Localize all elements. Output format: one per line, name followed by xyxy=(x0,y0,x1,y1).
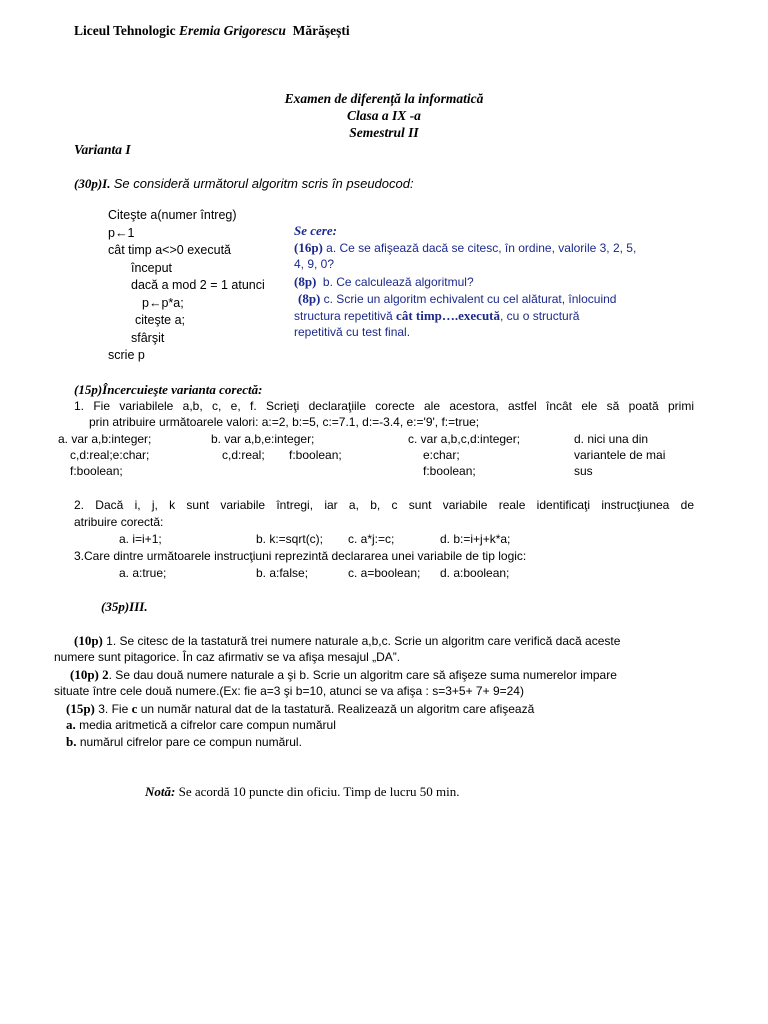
part1-intro xyxy=(74,175,414,192)
question-b-text: b. Ce calculează algoritmul? xyxy=(322,275,474,289)
algo-line: scrie p xyxy=(108,348,145,362)
se-cere-heading: Se cere: xyxy=(294,223,337,238)
question-a-text-cont: 4, 9, 0? xyxy=(294,257,335,271)
school-header xyxy=(74,22,350,39)
option-c-line: f:boolean; xyxy=(423,464,476,478)
problem1-line2: numere sunt pitagorice. În caz afirmativ se va afişa mesajul „DA”. xyxy=(54,650,401,664)
q3-option: b. a:false; xyxy=(256,566,309,580)
option-d-line: sus xyxy=(574,464,593,478)
problem3-sub-b-label: b. xyxy=(66,734,77,749)
school-prefix: Liceul Tehnologic xyxy=(74,23,180,38)
q3-text: 3.Care dintre următoarele instrucţiuni reprezintă declararea unei variabile de tip logic: xyxy=(74,549,527,563)
algo-line: p←p*a; xyxy=(142,296,184,310)
note-text: Se acordă 10 puncte din oficiu. Timp de lucru 50 min. xyxy=(175,784,460,799)
algo-line: început xyxy=(131,261,173,275)
algo-line: Citeşte a(numer întreg) xyxy=(108,208,237,222)
question-c-part1: structura repetitivă xyxy=(294,309,397,323)
q2-line1: 2. Dacă i, j, k sunt variabile întregi, iar a, b, c sunt variabile reale identificaţi instrucţiunea de xyxy=(74,498,694,512)
problem2-points: (10p) 2 xyxy=(70,667,109,682)
note-label: Notă: xyxy=(145,784,176,799)
semester-title: Semestrul II xyxy=(349,125,419,140)
q3-option: d. a:boolean; xyxy=(440,566,510,580)
q1-line2: prin atribuire următoarele valori: a:=2, b:=5, c:=7.1, d:=-3.4, e:='9', f:=true; xyxy=(89,415,480,429)
question-b-points: (8p) xyxy=(294,274,317,289)
problem3-text-a: 3. Fie xyxy=(94,702,132,716)
q1-line1: 1. Fie variabilele a,b, c, e, f. Scrieţi declaraţiile corecte ale acestora, astfel încât ele să poată primi xyxy=(74,399,694,413)
problem3-sub-a-label: a. xyxy=(66,717,76,732)
problem3-points: (15p) xyxy=(66,701,95,716)
problem1-text: 1. Se citesc de la tastatură trei numere naturale a,b,c. Scrie un algoritm care verifică dacă aceste xyxy=(106,634,621,648)
problem2-line1 xyxy=(70,666,617,684)
q2-option: d. b:=i+j+k*a; xyxy=(440,532,511,546)
question-c-text: c. Scrie un algoritm echivalent cu cel alăturat, înlocuind xyxy=(323,292,617,306)
problem1-points: (10p) xyxy=(74,633,103,648)
question-c-text-cont xyxy=(294,307,579,325)
algo-line: citeşte a; xyxy=(135,313,186,327)
option-c-line: e:char; xyxy=(423,448,460,462)
problem3-var: c xyxy=(131,701,138,716)
part3-heading: (35p)III. xyxy=(101,599,148,614)
q2-option: b. k:=sqrt(c); xyxy=(256,532,324,546)
algo-line: dacă a mod 2 = 1 atunci xyxy=(131,278,265,292)
question-a xyxy=(294,239,636,257)
school-city: Mărășești xyxy=(292,23,350,38)
question-a-points: (16p) xyxy=(294,240,323,255)
q3-option: a. a:true; xyxy=(119,566,167,580)
variant-label: Varianta I xyxy=(74,142,131,157)
question-c xyxy=(298,290,616,308)
exam-title: Examen de diferență la informatică xyxy=(284,91,484,106)
option-b-line: b. var a,b,e:integer; xyxy=(211,432,315,446)
problem2-line2: situate între cele două numere.(Ex: fie a=3 şi b=10, atunci se va afişa : s=3+5+ 7+ 9=24) xyxy=(54,684,524,698)
question-b xyxy=(294,273,474,291)
part1-points: (30p)I. xyxy=(74,176,111,191)
option-a-line: f:boolean; xyxy=(70,464,123,478)
problem3-sub-a xyxy=(66,716,336,734)
question-a-text: a. Ce se afişează dacă se citesc, în ordine, valorile 3, 2, 5, xyxy=(326,241,637,255)
question-c-keyword: cât timp….execută xyxy=(396,308,501,323)
algo-line: p←1 xyxy=(108,226,135,240)
part1-intro-text: Se consideră următorul algoritm scris în pseudocod: xyxy=(113,176,414,191)
option-d-line: d. nici una din xyxy=(574,432,649,446)
problem3-text-b: un număr natural dat de la tastatură. Realizează un algoritm care afişează xyxy=(137,702,535,716)
question-c-text-end: repetitivă cu test final. xyxy=(294,325,411,339)
option-b-line: c,d:real; xyxy=(222,448,265,462)
option-a-line: c,d:real;e:char; xyxy=(70,448,150,462)
question-c-part2: , cu o structură xyxy=(500,309,580,323)
class-title: Clasa a IX -a xyxy=(347,108,421,123)
q2-line2: atribuire corectă: xyxy=(74,515,164,529)
option-a-line: a. var a,b:integer; xyxy=(58,432,152,446)
question-c-points: (8p) xyxy=(298,291,321,306)
problem3-sub-b-text: numărul cifrelor pare ce compun numărul. xyxy=(76,735,302,749)
school-name: Eremia Grigorescu xyxy=(179,23,286,38)
note xyxy=(145,783,460,800)
problem2-text: . Se dau două numere naturale a şi b. Scrie un algoritm care să afişeze suma numerelor impare xyxy=(108,668,617,682)
q2-option: c. a*j:=c; xyxy=(348,532,395,546)
algo-line: cât timp a<>0 execută xyxy=(108,243,231,257)
part2-heading: (15p)Încercuieşte varianta corectă: xyxy=(74,382,263,397)
q2-option: a. i=i+1; xyxy=(119,532,162,546)
option-c-line: c. var a,b,c,d:integer; xyxy=(408,432,521,446)
option-b-line: f:boolean; xyxy=(289,448,342,462)
algo-line: sfârşit xyxy=(131,331,165,345)
option-d-line: variantele de mai xyxy=(574,448,666,462)
q3-option: c. a=boolean; xyxy=(348,566,421,580)
problem1-line1 xyxy=(74,632,620,650)
problem3-sub-a-text: media aritmetică a cifrelor care compun numărul xyxy=(75,718,336,732)
problem3-sub-b xyxy=(66,733,302,751)
